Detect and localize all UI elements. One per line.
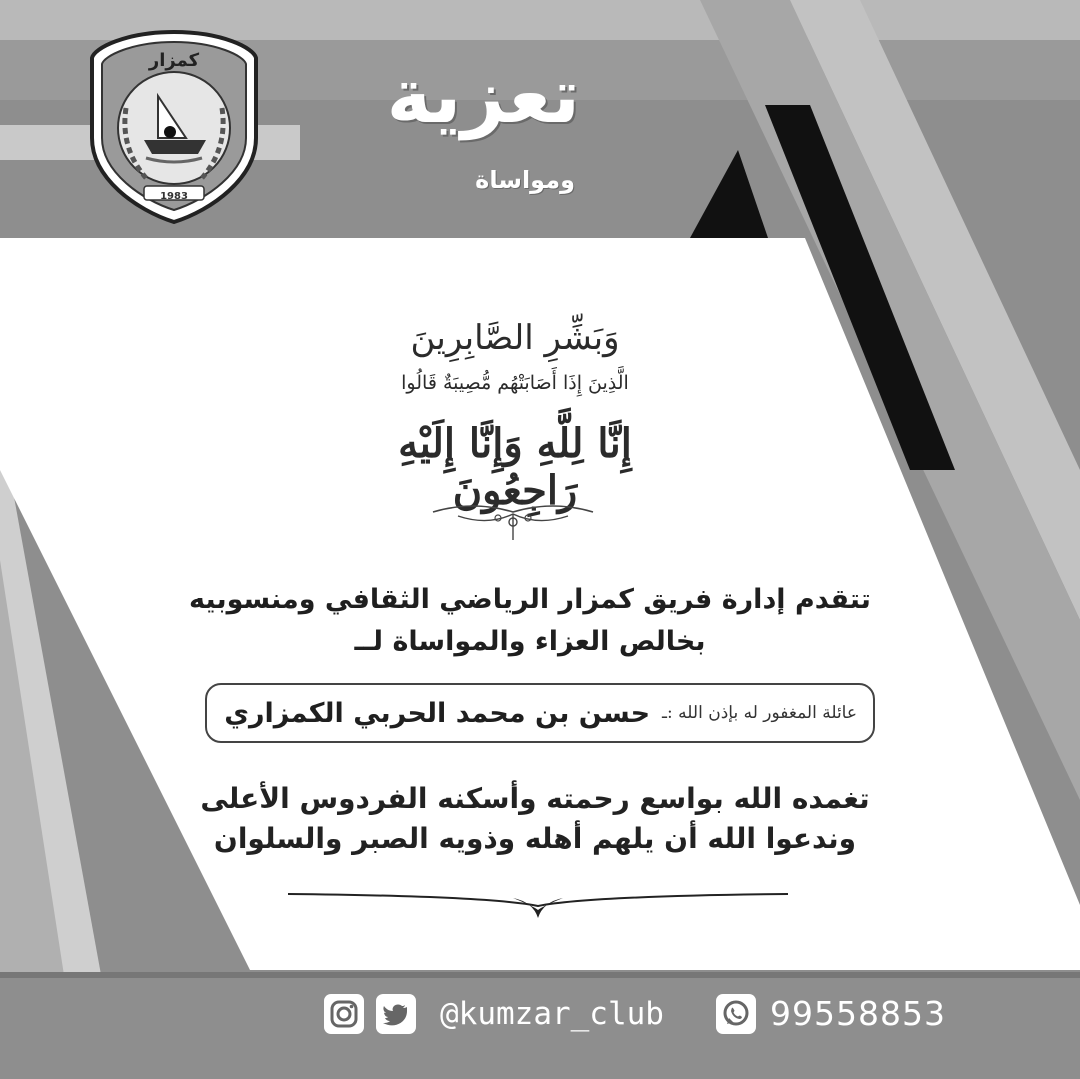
ornament-divider bbox=[428, 496, 598, 544]
logo-text: كمزار bbox=[148, 50, 200, 71]
club-logo bbox=[86, 28, 262, 224]
bottom-divider bbox=[288, 880, 788, 920]
twitter-icon[interactable] bbox=[376, 994, 416, 1034]
whatsapp-icon[interactable] bbox=[716, 994, 756, 1034]
verse-line-2: الَّذِينَ إِذَا أَصَابَتْهُم مُّصِيبَةٌ قَالُوا bbox=[401, 372, 629, 394]
deceased-name-box bbox=[205, 683, 875, 743]
page-title: تعزية bbox=[386, 51, 580, 140]
name-prefix: عائلة المغفور له بإذن الله :ـ bbox=[662, 703, 857, 723]
intro-line-2: بخالص العزاء والمواساة لــ bbox=[354, 626, 706, 657]
social-handle[interactable]: @kumzar_club bbox=[440, 996, 664, 1032]
prayer-line-2: وندعوا الله أن يلهم أهله وذويه الصبر والسلوان bbox=[213, 822, 857, 855]
intro-line-1: تتقدم إدارة فريق كمزار الرياضي الثقافي ومنسوبيه bbox=[189, 584, 871, 615]
logo-year: 1983 bbox=[160, 191, 188, 202]
verse-line-1: وَبَشِّرِ الصَّابِرِينَ bbox=[410, 318, 620, 358]
phone-number[interactable]: 99558853 bbox=[770, 994, 946, 1033]
instagram-icon[interactable] bbox=[324, 994, 364, 1034]
prayer-line-1: تغمده الله بواسع رحمته وأسكنه الفردوس الأعلى bbox=[200, 782, 870, 815]
page-subtitle: ومواساة bbox=[475, 166, 575, 194]
verse-line-3: إِنَّا لِلَّهِ وَإِنَّا إِلَيْهِ رَاجِعُونَ bbox=[398, 420, 632, 514]
deceased-name: حسن بن محمد الحربي الكمزاري bbox=[224, 697, 651, 729]
